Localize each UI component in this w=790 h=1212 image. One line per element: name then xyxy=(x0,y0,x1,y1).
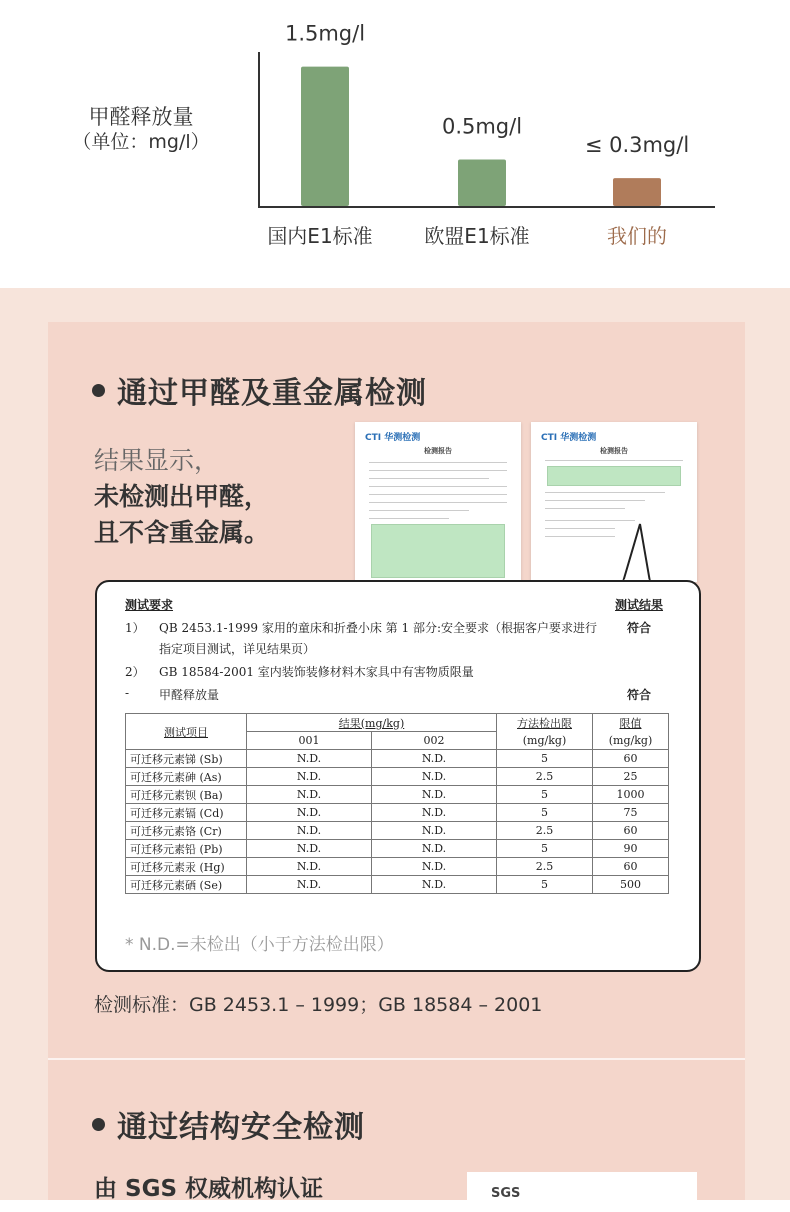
bar-2 xyxy=(613,178,661,206)
table-cell: 可迁移元素钡 (Ba) xyxy=(126,786,247,804)
section-title-text: 通过甲醛及重金属检测 xyxy=(117,376,427,411)
category-label-2: 我们的 xyxy=(607,224,667,248)
table-cell: 60 xyxy=(593,822,669,840)
table-row xyxy=(126,804,669,822)
col-header: 限值 xyxy=(593,714,669,732)
table-cell: N.D. xyxy=(247,876,372,894)
item-number: 1） xyxy=(125,621,145,635)
y-axis-unit: （单位：mg/l） xyxy=(72,131,210,153)
table-cell: N.D. xyxy=(372,858,497,876)
section-formaldehyde-title xyxy=(92,368,427,412)
table-cell: 60 xyxy=(593,750,669,768)
table-cell: N.D. xyxy=(247,840,372,858)
table-row xyxy=(126,786,669,804)
table-cell: 25 xyxy=(593,768,669,786)
item-number: - xyxy=(125,686,130,700)
col-header: (mg/kg) xyxy=(593,732,669,750)
sgs-logo: SGS xyxy=(491,1186,521,1201)
sgs-certification-text: 由 SGS 权威机构认证 xyxy=(94,1176,324,1202)
req-header: 测试要求 xyxy=(125,598,174,612)
item-result: 符合 xyxy=(627,688,652,702)
report-zoom-callout xyxy=(95,580,701,972)
sgs-certificate-image xyxy=(467,1172,697,1212)
section-divider xyxy=(48,1058,745,1060)
col-header: 方法检出限 xyxy=(497,714,593,732)
table-cell: 可迁移元素铬 (Cr) xyxy=(126,822,247,840)
data-label-0: 1.5mg/l xyxy=(284,21,366,46)
table-cell: 75 xyxy=(593,804,669,822)
col-header: 结果(mg/kg) xyxy=(247,714,497,732)
bar-1 xyxy=(458,160,506,206)
table-cell: 5 xyxy=(497,840,593,858)
result-line: 未检测出甲醛， xyxy=(94,482,270,511)
table-cell: N.D. xyxy=(247,858,372,876)
table-cell: 可迁移元素砷 (As) xyxy=(126,768,247,786)
table-cell: 5 xyxy=(497,786,593,804)
table-cell: N.D. xyxy=(247,786,372,804)
heavy-metal-table xyxy=(125,713,669,894)
table-cell: 90 xyxy=(593,840,669,858)
y-axis-label: 甲醛释放量 xyxy=(88,105,194,129)
table-cell: 2.5 xyxy=(497,768,593,786)
table-cell: N.D. xyxy=(372,822,497,840)
table-cell: 5 xyxy=(497,804,593,822)
col-header: 002 xyxy=(372,732,497,750)
formaldehyde-chart xyxy=(0,0,790,288)
category-label-1: 欧盟E1标准 xyxy=(424,224,530,248)
result-line: 且不含重金属。 xyxy=(94,518,270,547)
table-cell: N.D. xyxy=(247,750,372,768)
table-cell: 1000 xyxy=(593,786,669,804)
table-cell: N.D. xyxy=(247,822,372,840)
data-label-2: ≤ 0.3mg/l xyxy=(584,133,690,158)
table-cell: 60 xyxy=(593,858,669,876)
table-cell: 5 xyxy=(497,876,593,894)
table-row xyxy=(126,768,669,786)
col-header: 测试项目 xyxy=(126,714,247,750)
test-standard: 检测标准：GB 2453.1 – 1999；GB 18584 – 2001 xyxy=(94,994,543,1016)
item-text: QB 2453.1-1999 家用的童床和折叠小床 第 1 部分:安全要求（根据客户要求进行 xyxy=(159,621,597,635)
table-cell: N.D. xyxy=(372,750,497,768)
green-table-block xyxy=(371,524,505,578)
report-title: 检测报告 xyxy=(600,447,628,455)
item-text: GB 18584-2001 室内装饰装修材料木家具中有害物质限量 xyxy=(159,665,474,679)
result-summary xyxy=(94,443,269,551)
result-header: 测试结果 xyxy=(615,598,664,612)
nd-footnote: * N.D.=未检出（小于方法检出限） xyxy=(125,935,394,955)
section-title-text: 通过结构安全检测 xyxy=(117,1110,365,1145)
table-cell: N.D. xyxy=(372,840,497,858)
data-label-1: 0.5mg/l xyxy=(441,114,523,139)
cti-logo: CTI 华测检测 xyxy=(541,433,597,443)
col-header: (mg/kg) xyxy=(497,732,593,750)
table-cell: N.D. xyxy=(372,786,497,804)
report-thumbnail-1 xyxy=(355,422,521,582)
table-row xyxy=(126,840,669,858)
bar-0 xyxy=(301,67,349,206)
table-cell: N.D. xyxy=(247,804,372,822)
table-cell: N.D. xyxy=(372,768,497,786)
cti-logo: CTI 华测检测 xyxy=(365,433,421,443)
report-thumbnail-2 xyxy=(531,422,697,582)
item-number: 2） xyxy=(125,665,145,679)
table-row xyxy=(126,822,669,840)
table-row xyxy=(126,750,669,768)
report-title: 检测报告 xyxy=(424,447,452,455)
table-cell: 5 xyxy=(497,750,593,768)
table-cell: 可迁移元素汞 (Hg) xyxy=(126,858,247,876)
table-row xyxy=(126,858,669,876)
bullet-icon xyxy=(92,384,105,397)
table-row xyxy=(126,876,669,894)
chart-svg xyxy=(0,0,790,288)
table-cell: 500 xyxy=(593,876,669,894)
table-cell: N.D. xyxy=(372,804,497,822)
bullet-icon xyxy=(92,1118,105,1131)
table-cell: 可迁移元素锑 (Sb) xyxy=(126,750,247,768)
category-label-0: 国内E1标准 xyxy=(267,224,373,248)
table-cell: N.D. xyxy=(247,768,372,786)
table-cell: 可迁移元素镉 (Cd) xyxy=(126,804,247,822)
table-cell: N.D. xyxy=(372,876,497,894)
col-header: 001 xyxy=(247,732,372,750)
result-line: 结果显示， xyxy=(94,446,220,475)
table-cell: 可迁移元素铅 (Pb) xyxy=(126,840,247,858)
table-cell: 可迁移元素硒 (Se) xyxy=(126,876,247,894)
item-result: 符合 xyxy=(627,621,652,635)
item-text: 指定项目测试，详见结果页） xyxy=(159,642,316,656)
table-cell: 2.5 xyxy=(497,822,593,840)
item-text: 甲醛释放量 xyxy=(159,688,220,702)
table-cell: 2.5 xyxy=(497,858,593,876)
green-table-block xyxy=(547,466,681,486)
section-structure-title xyxy=(92,1102,365,1146)
